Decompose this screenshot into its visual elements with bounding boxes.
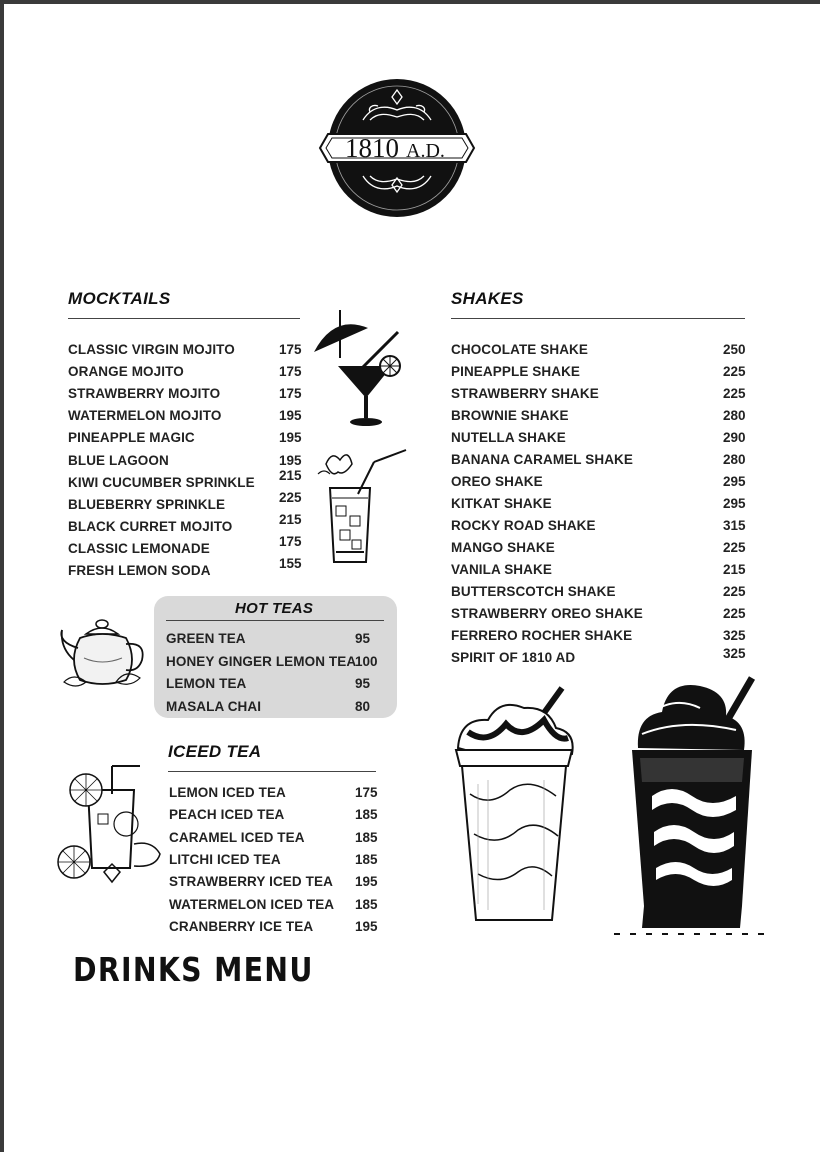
mocktail-item-name: ORANGE MOJITO [68, 364, 184, 380]
shake-item-name: NUTELLA SHAKE [451, 430, 566, 445]
shake-item-name: MANGO SHAKE [451, 540, 555, 555]
shake-item-price: 250 [723, 342, 746, 357]
iced-tea-item-price: 175 [355, 785, 378, 800]
hot-tea-item-price: 80 [355, 698, 371, 714]
milkshake-glass-icon [612, 672, 774, 936]
shake-item-name: VANILA SHAKE [451, 562, 552, 577]
shake-item-price: 225 [723, 540, 746, 555]
mocktail-item-price: 195 [279, 430, 302, 446]
iced-tea-glass-icon [54, 764, 166, 888]
shake-item-name: PINEAPPLE SHAKE [451, 364, 581, 379]
shake-item-price: 280 [723, 408, 746, 423]
mocktail-item-name: CLASSIC LEMONADE [68, 540, 210, 556]
shakes-divider [451, 318, 745, 319]
iced-tea-item-price: 195 [355, 874, 378, 890]
mocktail-item-name: BLUEBERRY SPRINKLE [68, 496, 226, 512]
shake-item-name: BROWNIE SHAKE [451, 408, 569, 423]
mocktail-item-price: 195 [279, 452, 302, 468]
drinks-menu-title: DRINKS MENU [73, 950, 314, 989]
mocktail-item-name: KIWI CUCUMBER SPRINKLE [68, 474, 255, 490]
shake-item-price: 295 [723, 474, 746, 489]
hot-tea-item-name: GREEN TEA [166, 631, 246, 646]
mocktail-item-price: 155 [279, 556, 302, 571]
shake-item-name: BUTTERSCOTCH SHAKE [451, 584, 616, 599]
hot-tea-item-price: 95 [355, 631, 371, 646]
shake-item-name: CHOCOLATE SHAKE [451, 342, 589, 357]
mocktails-heading: MOCKTAILS [68, 289, 171, 308]
shake-item-price: 295 [723, 496, 746, 511]
iced-tea-item-price: 185 [355, 851, 378, 867]
mocktail-item-price: 215 [279, 511, 302, 527]
teapot-icon [56, 608, 152, 694]
shake-item-name: ROCKY ROAD SHAKE [451, 518, 596, 533]
hot-tea-item-name: MASALA CHAI [166, 698, 262, 714]
shake-item-price: 290 [723, 430, 746, 445]
hot-tea-item-price: 95 [355, 676, 371, 691]
hot-tea-item-name: LEMON TEA [166, 676, 247, 691]
iced-tea-item-name: PEACH ICED TEA [169, 807, 285, 823]
iced-tea-item-name: CARAMEL ICED TEA [169, 829, 305, 845]
hot-tea-item-name: HONEY GINGER LEMON TEA [166, 653, 357, 669]
iced-tea-item-price: 185 [355, 807, 378, 823]
hot-tea-item-price: 100 [355, 653, 378, 669]
mocktail-item-name: BLACK CURRET MOJITO [68, 518, 233, 534]
logo-main-text: 1810 [345, 133, 399, 163]
hot-teas-divider [166, 620, 384, 621]
shake-item-name: BANANA CARAMEL SHAKE [451, 452, 634, 467]
milkshake-cup-icon [448, 684, 580, 930]
mocktail-item-name: BLUE LAGOON [68, 452, 169, 468]
mocktails-divider [68, 318, 300, 319]
iced-tea-heading: ICEED TEA [168, 742, 262, 761]
cocktail-glass-icon [310, 308, 406, 430]
hot-teas-heading: HOT TEAS [235, 600, 314, 617]
mocktail-item-name: CLASSIC VIRGIN MOJITO [68, 342, 235, 357]
logo-sub-text: A.D. [406, 140, 445, 162]
mocktail-item-name: WATERMELON MOJITO [68, 408, 222, 424]
shake-item-name: KITKAT SHAKE [451, 496, 552, 511]
mocktail-item-price: 215 [279, 467, 302, 483]
shake-item-name: OREO SHAKE [451, 474, 543, 489]
iced-tea-item-name: LITCHI ICED TEA [169, 851, 281, 867]
shakes-heading: SHAKES [451, 289, 524, 308]
mojito-glass-icon [314, 444, 410, 568]
shake-item-price: 280 [723, 452, 746, 467]
mocktail-item-price: 175 [279, 386, 302, 402]
shake-item-price: 225 [723, 606, 746, 621]
mocktail-item-price: 175 [279, 533, 302, 549]
iced-tea-item-name: WATERMELON ICED TEA [169, 896, 335, 912]
shake-item-price: 225 [723, 364, 746, 379]
iced-tea-item-price: 185 [355, 829, 378, 845]
iced-tea-item-price: 185 [355, 896, 378, 912]
shake-item-name: SPIRIT OF 1810 AD [451, 650, 576, 665]
mocktail-item-price: 175 [279, 364, 302, 380]
mocktail-item-price: 225 [279, 489, 302, 505]
shake-item-name: STRAWBERRY SHAKE [451, 386, 599, 401]
mocktail-item-price: 195 [279, 408, 302, 424]
shake-item-price: 315 [723, 518, 746, 533]
iced-tea-item-name: CRANBERRY ICE TEA [169, 918, 314, 934]
iced-tea-divider [168, 771, 376, 772]
mocktail-item-name: STRAWBERRY MOJITO [68, 386, 221, 402]
shake-item-name: FERRERO ROCHER SHAKE [451, 628, 633, 643]
shake-item-price: 325 [723, 628, 746, 643]
shake-item-price: 225 [723, 386, 746, 401]
mocktail-item-name: FRESH LEMON SODA [68, 563, 211, 578]
shake-item-price: 325 [723, 646, 746, 661]
mocktail-item-name: PINEAPPLE MAGIC [68, 430, 195, 446]
logo-emblem [318, 76, 476, 220]
shake-item-name: STRAWBERRY OREO SHAKE [451, 606, 643, 621]
iced-tea-item-name: STRAWBERRY ICED TEA [169, 874, 333, 890]
iced-tea-item-name: LEMON ICED TEA [169, 785, 286, 800]
shake-item-price: 225 [723, 584, 746, 599]
shake-item-price: 215 [723, 562, 746, 577]
mocktail-item-price: 175 [279, 342, 302, 357]
iced-tea-item-price: 195 [355, 918, 378, 934]
